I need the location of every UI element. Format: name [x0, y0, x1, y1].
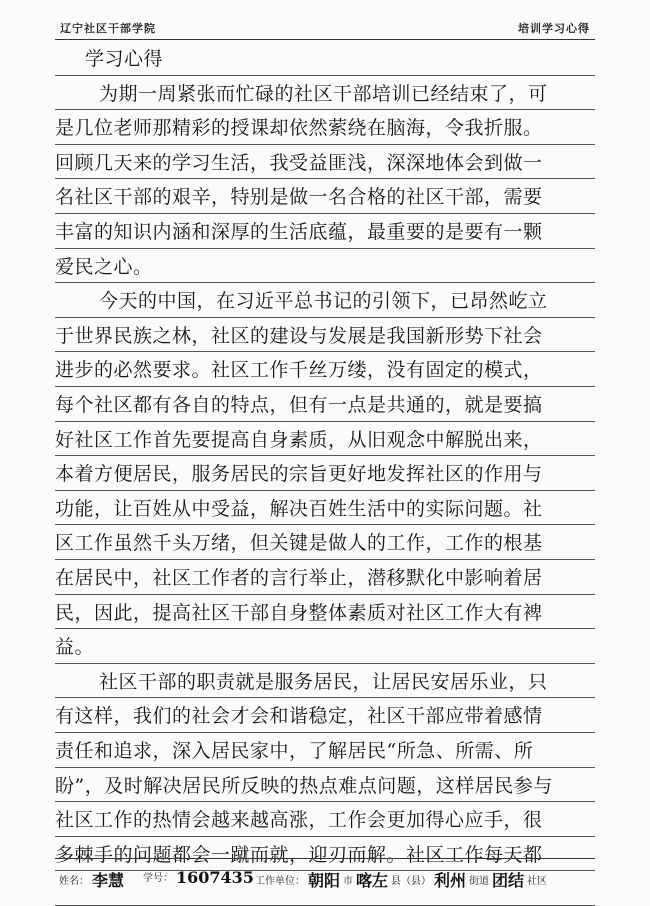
handwritten-line: 好社区工作首先要提高自身素质，从旧观念中解脱出来， [55, 429, 543, 451]
handwritten-line: 社区干部的职责就是服务居民，让居民安居乐业，只 [99, 671, 548, 693]
district-value: 喀左 [356, 871, 389, 890]
handwritten-line: 回顾几天来的学习生活，我受益匪浅，深深地体会到做一 [55, 152, 543, 174]
subdistrict-value: 利州 [434, 871, 467, 890]
subdistrict-label: 街道 [469, 876, 490, 887]
handwritten-line: 在居民中，社区工作者的言行举止，潜移默化中影响着居 [55, 567, 543, 589]
name-value: 李慧 [92, 871, 125, 890]
handwritten-line: 于世界民族之林，社区的建设与发展是我国新形势下社会 [55, 325, 543, 347]
handwritten-line: 今天的中国，在习近平总书记的引领下，已昂然屹立 [99, 290, 548, 312]
unit-label: 工作单位： [255, 876, 305, 887]
name-label: 姓名： [59, 876, 89, 887]
handwritten-line: 丰富的知识内涵和深厚的生活底蕴，最重要的是要有一颗 [55, 221, 543, 243]
handwritten-line: 区工作虽然千头万绪，但关键是做人的工作，工作的根基 [55, 532, 543, 554]
institution-name: 辽宁社区干部学院 [60, 22, 156, 35]
district-label: 县（县） [391, 876, 432, 887]
id-value: 1607435 [176, 868, 254, 887]
handwritten-line: 为期一周紧张而忙碌的社区干部培训已经结束了，可 [99, 83, 548, 105]
work-unit-field [255, 866, 547, 889]
handwritten-line: 名社区干部的艰辛，特别是做一名合格的社区干部，需要 [55, 186, 543, 208]
city-label: 市 [343, 876, 354, 887]
ruled-sheet [55, 40, 595, 866]
community-value: 团结 [492, 871, 525, 890]
page-header [0, 0, 650, 38]
handwritten-line: 本着方便居民，服务居民的宗旨更好地发挥社区的作用与 [55, 463, 543, 485]
handwritten-line: 社区工作的热情会越来越高涨，工作会更加得心应手，很 [55, 809, 543, 831]
handwritten-line: 进步的必然要求。社区工作千丝万缕，没有固定的模式， [55, 359, 543, 381]
handwritten-line: 民，因此，提高社区干部自身整体素质对社区工作大有裨 [55, 602, 543, 624]
handwritten-line: 益。 [55, 636, 95, 658]
student-id-field [143, 866, 257, 885]
document-type-label: 培训学习心得 [518, 22, 590, 35]
handwritten-line: 多棘手的问题都会一蹴而就，迎刃而解。社区工作每天都 [55, 844, 543, 866]
handwritten-line: 每个社区都有各自的特点，但有一点是共通的，就是要搞 [55, 394, 543, 416]
ruled-line [55, 75, 595, 76]
handwritten-line: 是几位老师那精彩的授课却依然萦绕在脑海，令我折服。 [55, 117, 543, 139]
student-name-field [59, 866, 127, 889]
city-value: 朝阳 [308, 871, 341, 890]
id-label: 学号： [143, 873, 173, 884]
page-footer [55, 858, 595, 889]
handwritten-line: 爱民之心。 [55, 256, 153, 278]
document-title: 学习心得 [85, 48, 164, 70]
community-label: 社区 [527, 876, 548, 887]
handwritten-line: 有这样，我们的社会才会和谐稳定，社区干部应带着感情 [55, 705, 543, 727]
handwritten-line: 功能，让百姓从中受益，解决百姓生活中的实际问题。社 [55, 498, 543, 520]
handwritten-line: 盼”，及时解决居民所反映的热点难点问题，这样居民参与 [55, 775, 553, 797]
handwritten-line: 责任和追求，深入居民家中，了解居民“所急、所需、所 [55, 740, 534, 762]
